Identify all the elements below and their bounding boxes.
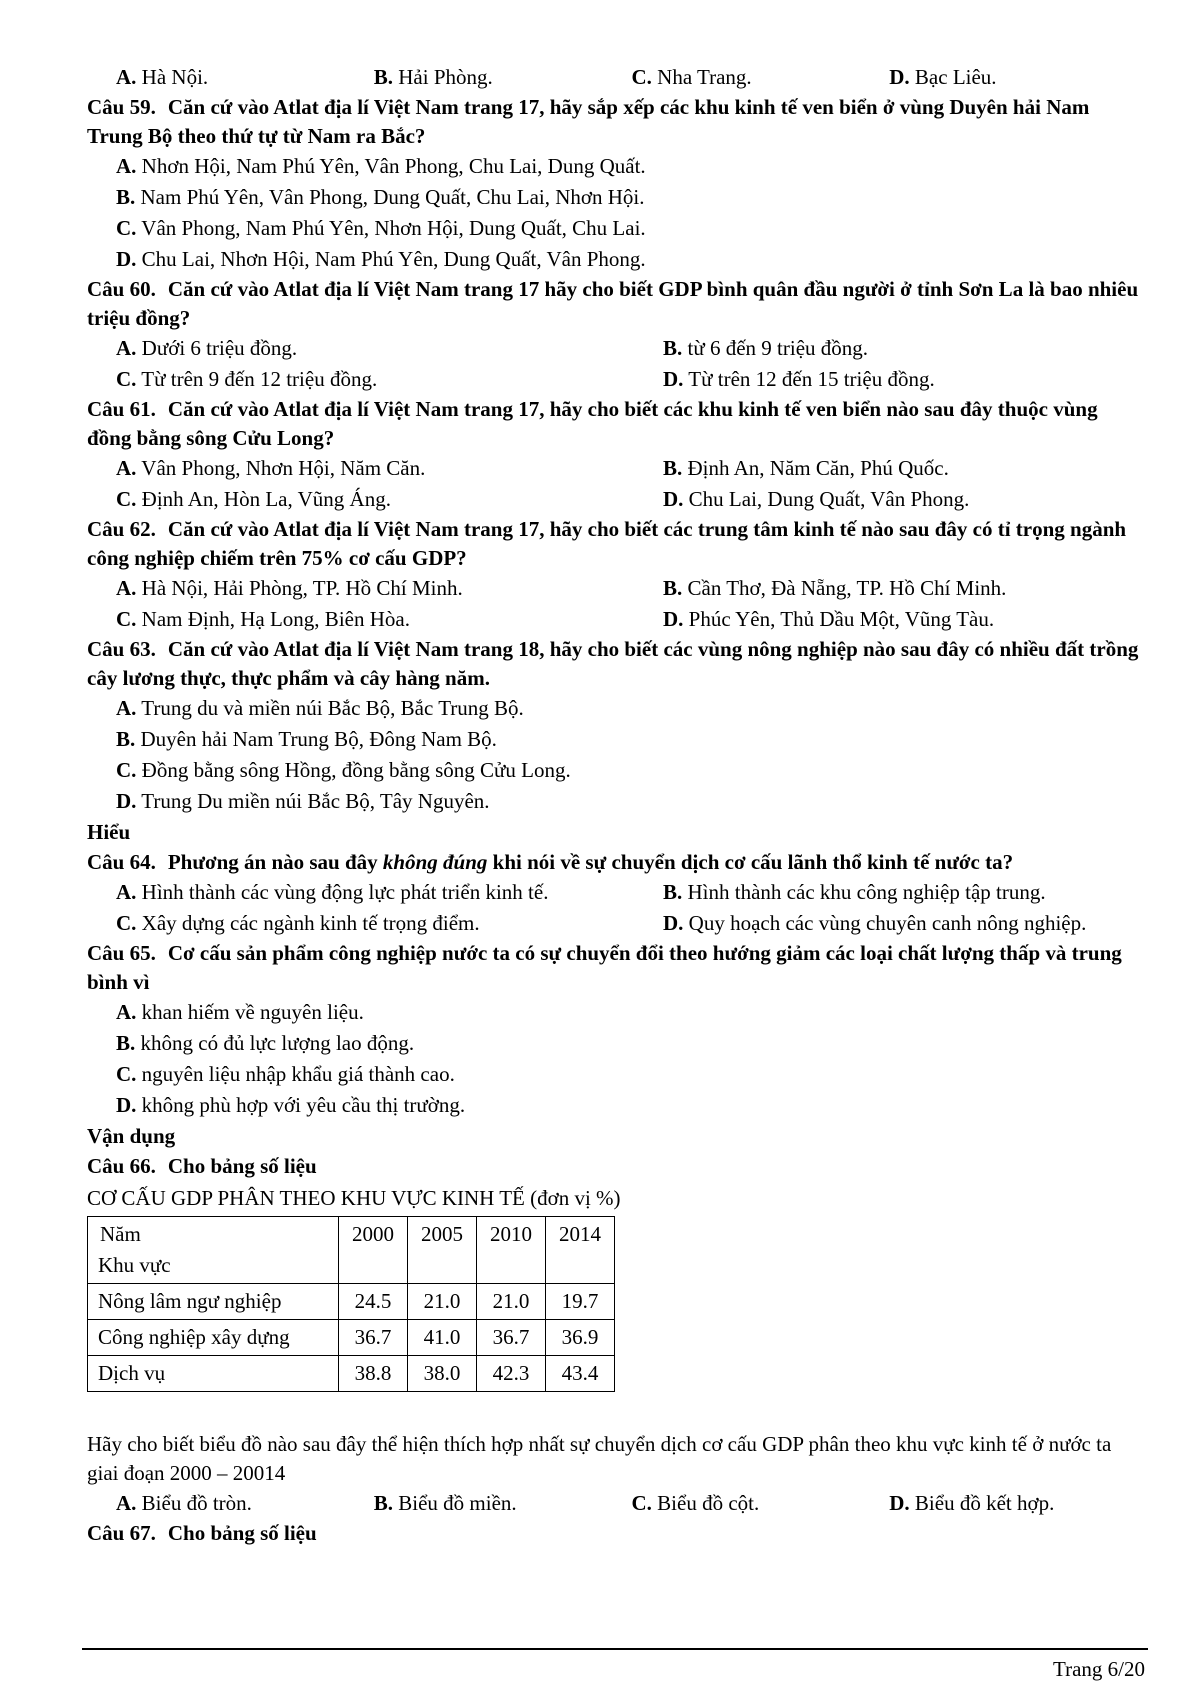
exam-page bbox=[87, 62, 1147, 1550]
corner-label-year: Năm bbox=[100, 1222, 141, 1246]
table-cell: 36.7 bbox=[339, 1320, 408, 1356]
question-62-options-row-1 bbox=[87, 573, 1147, 604]
question-61-options-row-2 bbox=[87, 484, 1147, 515]
question-59-option-c: C. Vân Phong, Nam Phú Yên, Nhơn Hội, Dung Quất, Chu Lai. bbox=[116, 216, 646, 240]
question-67: Câu 67. Cho bảng số liệu bbox=[87, 1521, 317, 1545]
option-d: D. Biểu đồ kết hợp. bbox=[889, 1491, 1055, 1515]
question-65: Câu 65. Cơ cấu sản phẩm công nghiệp nước ta có sự chuyển đổi theo hướng giảm các loại chất lượng thấp và trung bình vì bbox=[87, 941, 1122, 994]
option-c: C. Từ trên 9 đến 12 triệu đồng. bbox=[116, 367, 378, 391]
question-60-options-row-1 bbox=[87, 333, 1147, 364]
option-c: C. Nha Trang. bbox=[631, 65, 752, 89]
option-a: A. Hà Nội. bbox=[116, 65, 209, 89]
option-a: A. Hình thành các vùng động lực phát triển kinh tế. bbox=[116, 880, 549, 904]
gdp-structure-table bbox=[87, 1216, 615, 1392]
option-a: A. Biểu đồ tròn. bbox=[116, 1491, 252, 1515]
option-c: C. Định An, Hòn La, Vũng Áng. bbox=[116, 487, 391, 511]
option-c: C. Biểu đồ cột. bbox=[631, 1491, 760, 1515]
option-b: B. Định An, Năm Căn, Phú Quốc. bbox=[663, 456, 949, 480]
question-63-option-c: C. Đồng bằng sông Hồng, đồng bằng sông Cửu Long. bbox=[116, 758, 571, 782]
question-61: Câu 61. Căn cứ vào Atlat địa lí Việt Nam trang 17, hãy cho biết các khu kinh tế ven biển nào sau đây thuộc vùng đồng bằng sông Cửu Long? bbox=[87, 397, 1098, 450]
year-header: 2014 bbox=[546, 1217, 615, 1284]
table-cell: 43.4 bbox=[546, 1356, 615, 1392]
corner-label-sector: Khu vực bbox=[98, 1253, 171, 1277]
option-d: D. Phúc Yên, Thủ Dầu Một, Vũng Tàu. bbox=[663, 607, 995, 631]
option-c: C. Nam Định, Hạ Long, Biên Hòa. bbox=[116, 607, 410, 631]
option-b: B. từ 6 đến 9 triệu đồng. bbox=[663, 336, 869, 360]
table-cell: 36.9 bbox=[546, 1320, 615, 1356]
page-number: Trang 6/20 bbox=[1053, 1657, 1145, 1681]
question-63-option-b: B. Duyên hải Nam Trung Bộ, Đông Nam Bộ. bbox=[116, 727, 497, 751]
option-d: D. Chu Lai, Dung Quất, Vân Phong. bbox=[663, 487, 970, 511]
question-66: Câu 66. Cho bảng số liệu bbox=[87, 1154, 317, 1178]
table-row bbox=[88, 1320, 615, 1356]
question-65-option-a: A. khan hiếm về nguyên liệu. bbox=[116, 1000, 364, 1024]
table-cell: 41.0 bbox=[408, 1320, 477, 1356]
table-cell: 19.7 bbox=[546, 1284, 615, 1320]
question-60: Câu 60. Căn cứ vào Atlat địa lí Việt Nam trang 17 hãy cho biết GDP bình quân đầu người ở tỉnh Sơn La là bao nhiêu triệu đồng? bbox=[87, 277, 1139, 330]
table-cell: 36.7 bbox=[477, 1320, 546, 1356]
question-59-option-b: B. Nam Phú Yên, Vân Phong, Dung Quất, Chu Lai, Nhơn Hội. bbox=[116, 185, 645, 209]
table-cell: 38.8 bbox=[339, 1356, 408, 1392]
option-a: A. Vân Phong, Nhơn Hội, Năm Căn. bbox=[116, 456, 426, 480]
option-a: A. Hà Nội, Hải Phòng, TP. Hồ Chí Minh. bbox=[116, 576, 463, 600]
table-cell: 42.3 bbox=[477, 1356, 546, 1392]
row-label: Nông lâm ngư nghiệp bbox=[88, 1284, 339, 1320]
option-b: B. Cần Thơ, Đà Nẵng, TP. Hồ Chí Minh. bbox=[663, 576, 1007, 600]
option-d: D. Quy hoạch các vùng chuyên canh nông nghiệp. bbox=[663, 911, 1087, 935]
question-63-option-d: D. Trung Du miền núi Bắc Bộ, Tây Nguyên. bbox=[116, 789, 490, 813]
option-b: B. Hình thành các khu công nghiệp tập trung. bbox=[663, 880, 1046, 904]
question-64-options-row-1 bbox=[87, 877, 1147, 908]
question-59-option-d: D. Chu Lai, Nhơn Hội, Nam Phú Yên, Dung Quất, Vân Phong. bbox=[116, 247, 646, 271]
option-b: B. Hải Phòng. bbox=[373, 65, 493, 89]
question-60-options-row-2 bbox=[87, 364, 1147, 395]
option-b: B. Biểu đồ miền. bbox=[373, 1491, 517, 1515]
question-65-option-d: D. không phù hợp với yêu cầu thị trường. bbox=[116, 1093, 466, 1117]
question-61-options-row-1 bbox=[87, 453, 1147, 484]
question-58-options bbox=[87, 62, 1147, 93]
row-label: Công nghiệp xây dựng bbox=[88, 1320, 339, 1356]
table-cell: 38.0 bbox=[408, 1356, 477, 1392]
emphasis-text: không đúng bbox=[382, 850, 488, 874]
table-cell: 21.0 bbox=[477, 1284, 546, 1320]
question-59: Câu 59. Căn cứ vào Atlat địa lí Việt Nam trang 17, hãy sắp xếp các khu kinh tế ven biển ở vùng Duyên hải Nam Trung Bộ theo thứ tự từ Nam ra Bắc? bbox=[87, 95, 1090, 148]
question-62-options-row-2 bbox=[87, 604, 1147, 635]
table-caption: CƠ CẤU GDP PHÂN THEO KHU VỰC KINH TẾ (đơn vị %) bbox=[87, 1186, 621, 1210]
year-header: 2010 bbox=[477, 1217, 546, 1284]
question-63: Câu 63. Căn cứ vào Atlat địa lí Việt Nam trang 18, hãy cho biết các vùng nông nghiệp nào sau đây có nhiều đất trồng cây lương thực, thực phẩm và cây hàng năm. bbox=[87, 637, 1139, 690]
question-59-option-a: A. Nhơn Hội, Nam Phú Yên, Vân Phong, Chu Lai, Dung Quất. bbox=[116, 154, 646, 178]
year-header: 2000 bbox=[339, 1217, 408, 1284]
year-header: 2005 bbox=[408, 1217, 477, 1284]
option-c: C. Xây dựng các ngành kinh tế trọng điểm. bbox=[116, 911, 480, 935]
table-cell: 21.0 bbox=[408, 1284, 477, 1320]
table-cell: 24.5 bbox=[339, 1284, 408, 1320]
question-62: Câu 62. Căn cứ vào Atlat địa lí Việt Nam trang 17, hãy cho biết các trung tâm kinh tế nào sau đây có tỉ trọng ngành công nghiệp chiếm trên 75% cơ cấu GDP? bbox=[87, 517, 1127, 570]
section-heading-hieu: Hiểu bbox=[87, 820, 131, 844]
option-a: A. Dưới 6 triệu đồng. bbox=[116, 336, 298, 360]
table-row bbox=[88, 1356, 615, 1392]
question-65-option-c: C. nguyên liệu nhập khẩu giá thành cao. bbox=[116, 1062, 455, 1086]
option-d: D. Từ trên 12 đến 15 triệu đồng. bbox=[663, 367, 935, 391]
table-row bbox=[88, 1284, 615, 1320]
question-64: Câu 64. Phương án nào sau đây không đúng khi nói về sự chuyển dịch cơ cấu lãnh thổ kinh tế nước ta? bbox=[87, 850, 1014, 874]
question-66-options bbox=[87, 1488, 1147, 1519]
table-corner-cell bbox=[88, 1217, 339, 1284]
footer-divider bbox=[82, 1648, 1148, 1650]
row-label: Dịch vụ bbox=[88, 1356, 339, 1392]
question-66-prompt: Hãy cho biết biểu đồ nào sau đây thể hiện thích hợp nhất sự chuyển dịch cơ cấu GDP phân theo khu vực kinh tế ở nước ta giai đoạn 2000 – 20014 bbox=[87, 1432, 1112, 1485]
option-d: D. Bạc Liêu. bbox=[889, 65, 997, 89]
table-header-row bbox=[88, 1217, 615, 1284]
question-63-option-a: A. Trung du và miền núi Bắc Bộ, Bắc Trung Bộ. bbox=[116, 696, 524, 720]
section-heading-van-dung: Vận dụng bbox=[87, 1124, 176, 1148]
question-64-options-row-2 bbox=[87, 908, 1147, 939]
question-65-option-b: B. không có đủ lực lượng lao động. bbox=[116, 1031, 415, 1055]
